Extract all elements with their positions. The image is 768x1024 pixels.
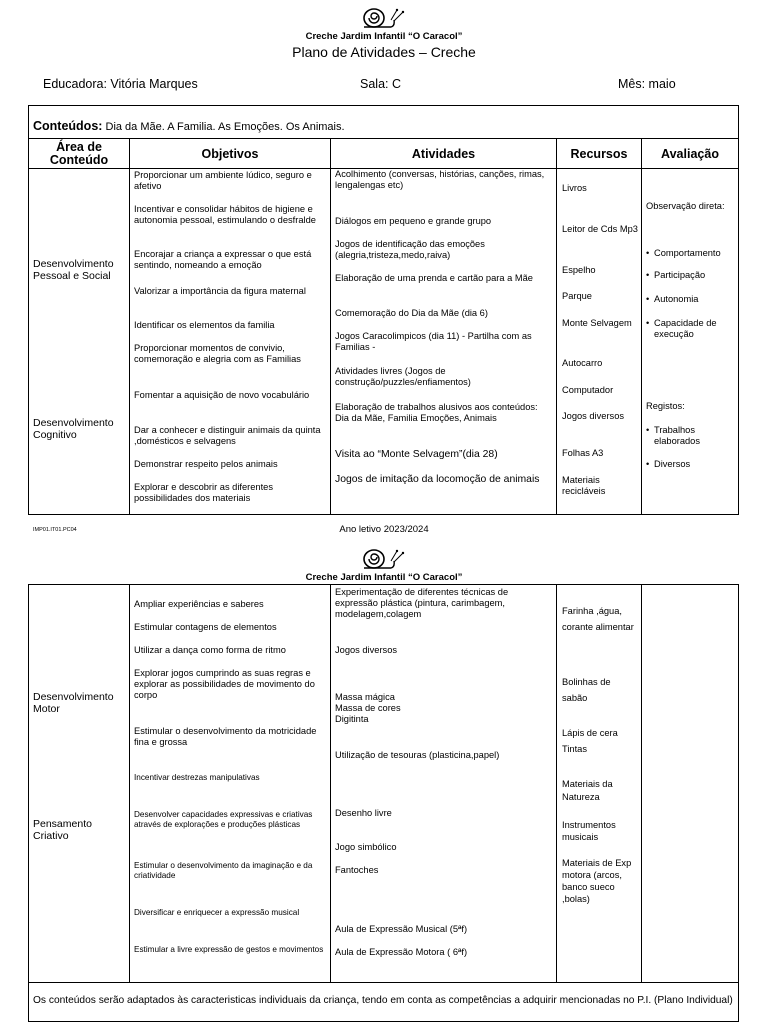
objective-item: Estimular o desenvolvimento da motricidade fina e grossa (134, 726, 317, 747)
activity-item: Aula de Expressão Musical (5ªf) (335, 924, 468, 934)
header-activities: Atividades (411, 146, 476, 161)
snail-logo-icon (361, 6, 409, 30)
activity-item: Experimentação de diferentes técnicas de expressão plástica (pintura, carimbagem, modelagem,colagem (335, 587, 509, 619)
activity-item: Comemoração do Dia da Mãe (dia 6) (335, 308, 488, 318)
area-cognitive: Desenvolvimento Cognitivo (33, 417, 114, 441)
objective-item: Demonstrar respeito pelos animais (134, 459, 278, 469)
objective-item: Ampliar experiências e saberes (134, 599, 264, 609)
activity-item: Acolhimento (conversas, histórias, canções, rimas, lengalengas etc) (335, 169, 545, 190)
evaluation-item: • Comportamento (654, 248, 738, 259)
objective-item: Valorizar a importância da figura maternal (134, 286, 306, 296)
activity-item: Massa mágica Massa de cores Digitinta (335, 692, 401, 724)
objective-item: Encorajar a criança a expressar o que está sentindo, nomeando a emoção (134, 249, 312, 270)
school-name: Creche Jardim Infantil “O Caracol” (305, 31, 463, 42)
objective-item: Estimular a livre expressão de gestos e movimentos (134, 945, 324, 954)
objective-item: Incentivar e consolidar hábitos de higiene e autonomia pessoal, estimulando o desfralde (134, 204, 316, 225)
resource-item: Materiais da Natureza (562, 779, 613, 802)
activity-item: Atividades livres (Jogos de construção/puzzles/enfiamentos) (335, 366, 471, 387)
resource-item: Espelho (562, 265, 596, 275)
activity-item: Aula de Expressão Motora ( 6ªf) (335, 947, 468, 957)
evaluation-observation-title: Observação direta: (646, 201, 725, 211)
header-resources: Recursos (570, 146, 628, 161)
resource-item: Computador (562, 385, 614, 395)
resource-item: Autocarro (562, 358, 603, 368)
evaluation-item: • Participação (654, 270, 738, 281)
resource-item: Farinha ,água, corante alimentar (562, 606, 634, 632)
objective-item: Diversificar e enriquecer a expressão musical (134, 908, 300, 917)
educator-label: Educadora: Vitória Marques (43, 77, 198, 91)
activity-item: Fantoches (335, 865, 379, 875)
activity-item: Jogos diversos (335, 645, 398, 655)
resource-item: Materiais de Exp motora (arcos, banco sueco ,bolas) (562, 858, 632, 904)
contents-text: Dia da Mãe. A Familia. As Emoções. Os Animais. (105, 121, 345, 133)
header-evaluation: Avaliação (661, 146, 719, 161)
resource-item: Parque (562, 291, 592, 301)
evaluation-item: • Autonomia (654, 294, 738, 305)
activity-item: Jogo simbólico (335, 842, 397, 852)
objective-item: Desenvolver capacidades expressivas e criativas através de explorações e produções plásticas (134, 810, 313, 829)
objective-item: Fomentar a aquisição de novo vocabulário (134, 390, 310, 400)
resource-item: Lápis de cera Tintas (562, 728, 618, 754)
header-objectives: Objetivos (201, 146, 259, 161)
objective-item: Estimular contagens de elementos (134, 622, 277, 632)
activity-item: Utilização de tesouras (plasticina,papel) (335, 750, 500, 760)
room-label: Sala: C (360, 77, 401, 91)
activity-item: Diálogos em pequeno e grande grupo (335, 216, 492, 226)
activity-item: Elaboração de uma prenda e cartão para a Mãe (335, 273, 533, 283)
objective-item: Incentivar destrezas manipulativas (134, 773, 260, 782)
objective-item: Identificar os elementos da familia (134, 320, 275, 330)
area-creative-thinking: Pensamento Criativo (33, 818, 92, 842)
evaluation-item: • Diversos (654, 459, 738, 470)
school-year: Ano letivo 2023/2024 (339, 524, 429, 535)
adaptation-note: Os conteúdos serão adaptados às caracteristicas individuais da criança, tendo em conta as competências a adquirir mencionadas no P.I. (Plano Individual) (33, 995, 733, 1006)
resource-item: Materiais recicláveis (562, 475, 606, 496)
activity-item: Jogos Caracolimpicos (dia 11) - Partilha com as Familias - (335, 331, 532, 352)
resource-item: Jogos diversos (562, 411, 625, 421)
evaluation-item: • Trabalhos elaborados (654, 425, 738, 447)
activity-item: Visita ao “Monte Selvagem”(dia 28) (335, 449, 498, 460)
resource-item: Monte Selvagem (562, 318, 632, 328)
objective-item: Proporcionar momentos de convivio, comemoração e alegria com as Familias (134, 343, 301, 364)
snail-logo-icon (361, 547, 409, 571)
objective-item: Estimular o desenvolvimento da imaginação e da criatividade (134, 861, 313, 880)
page-title: Plano de Atividades – Creche (292, 44, 476, 60)
objective-item: Explorar jogos cumprindo as suas regras e explorar as possibilidades de movimento do corpo (134, 668, 315, 700)
header-area: Área de Conteúdo (49, 140, 109, 167)
area-motor: Desenvolvimento Motor (33, 691, 114, 715)
objective-item: Utilizar a dança como forma de ritmo (134, 645, 286, 655)
contents-row (33, 119, 345, 133)
activity-item: Jogos de identificação das emoções (alegria,tristeza,medo,raiva) (335, 239, 485, 260)
resource-item: Instrumentos musicais (562, 820, 616, 842)
contents-label: Conteúdos: (33, 119, 103, 133)
resource-item: Livros (562, 183, 587, 193)
activity-item: Jogos de imitação da locomoção de animais (335, 474, 540, 485)
resource-item: Leitor de Cds Mp3 (562, 224, 638, 234)
evaluation-records-title: Registos: (646, 401, 685, 411)
objective-item: Proporcionar um ambiente lúdico, seguro e afetivo (134, 170, 312, 191)
evaluation-item: • Capacidade de execução (654, 318, 738, 340)
doc-code: IMP01.IT01.PC04 (33, 527, 77, 533)
school-name: Creche Jardim Infantil “O Caracol” (305, 572, 463, 583)
resource-item: Folhas A3 (562, 448, 604, 458)
activity-item: Desenho livre (335, 808, 392, 818)
objective-item: Explorar e descobrir as diferentes possibilidades dos materiais (134, 482, 274, 503)
area-personal-social: Desenvolvimento Pessoal e Social (33, 258, 114, 282)
resource-item: Bolinhas de sabão (562, 677, 611, 703)
month-label: Mês: maio (618, 77, 676, 91)
activity-item: Elaboração de trabalhos alusivos aos conteúdos: Dia da Mãe, Familia Emoções, Animais (335, 402, 538, 423)
objective-item: Dar a conhecer e distinguir animais da quinta ,domésticos e selvagens (134, 425, 321, 446)
